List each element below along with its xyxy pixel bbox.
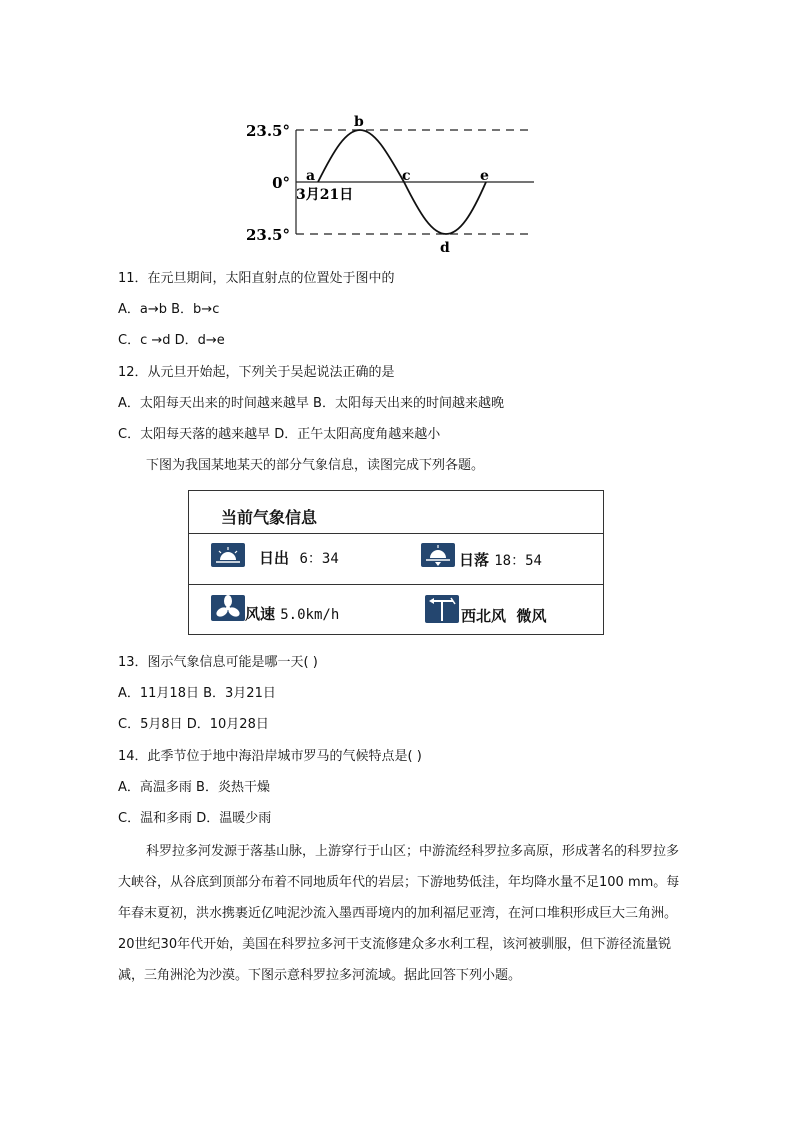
weather-divider-middle [189,584,603,585]
wind-speed-value: 5.0km/h [280,607,340,623]
q11-options-1: A．a→b B．b→c [118,302,220,317]
wind-level: 微风 [516,607,547,625]
sunrise-icon [211,543,245,567]
fan-icon [211,595,245,621]
q13-stem: 13．图示气象信息可能是哪一天( ) [118,655,318,670]
weather-divider-top [189,533,603,534]
q11-stem: 11．在元旦期间，太阳直射点的位置处于图中的 [118,271,395,286]
q12-options-1: A．太阳每天出来的时间越来越早 B．太阳每天出来的时间越来越晚 [118,396,504,411]
sunrise-time: 6：34 [299,551,339,567]
date-label: 3月21日 [296,187,354,203]
point-b-label: b [354,114,364,130]
q11-options-2: C．c →d D．d→e [118,333,225,348]
sunset-label: 日落 [459,551,490,569]
point-c-label: c [402,168,411,184]
colorado-river-passage: 科罗拉多河发源于落基山脉，上游穿行于山区；中游流经科罗拉多高原，形成著名的科罗拉多大峡谷，从谷底到顶部分布着不同地质年代的岩层；下游地势低洼，年均降水量不足100 mm。每年春末夏初，洪水携裹近亿吨泥沙流入墨西哥境内的加利福尼亚湾，在河口堆积形成巨大三角洲。20世纪30年代开始，美国在科罗拉多河干支流修建众多水利工程，该河被驯服，但下游径流量锐减，三角洲沦为沙漠。下图示意科罗拉多河流域。据此回答下列小题。 [118,844,680,983]
point-d-label: d [440,240,450,256]
wind-speed-text [245,603,339,624]
wind-vane-icon [425,595,459,623]
sunrise-text [259,547,339,568]
lat-bottom-label: 23.5° [245,226,290,244]
weather-info-panel [188,490,604,635]
sunset-time: 18：54 [494,553,542,569]
lat-zero-label: 0° [272,174,290,192]
sunset-text [459,549,542,570]
q14-stem: 14．此季节位于地中海沿岸城市罗马的气候特点是( ) [118,749,422,764]
lat-top-label: 23.5° [245,122,290,140]
q13-options-2: C．5月8日 D．10月28日 [118,717,269,732]
q12-stem: 12．从元旦开始起，下列关于吴起说法正确的是 [118,365,395,380]
q12-options-2: C．太阳每天落的越来越早 D．正午太阳高度角越来越小 [118,427,441,442]
wind-speed-label: 风速 [245,605,276,623]
wind-direction-text [461,605,546,626]
sunset-icon [421,543,455,567]
q14-options-2: C．温和多雨 D．温暖少雨 [118,811,272,826]
weather-intro: 下图为我国某地某天的部分气象信息，读图完成下列各题。 [146,458,485,473]
point-e-label: e [480,168,489,184]
q14-options-1: A．高温多雨 B．炎热干燥 [118,780,270,795]
weather-title: 当前气象信息 [221,508,318,527]
q13-options-1: A．11月18日 B．3月21日 [118,686,276,701]
point-a-label: a [306,168,316,184]
subsolar-point-figure [236,112,546,257]
sunrise-label: 日出 [259,549,290,567]
wind-direction: 西北风 [461,607,507,625]
